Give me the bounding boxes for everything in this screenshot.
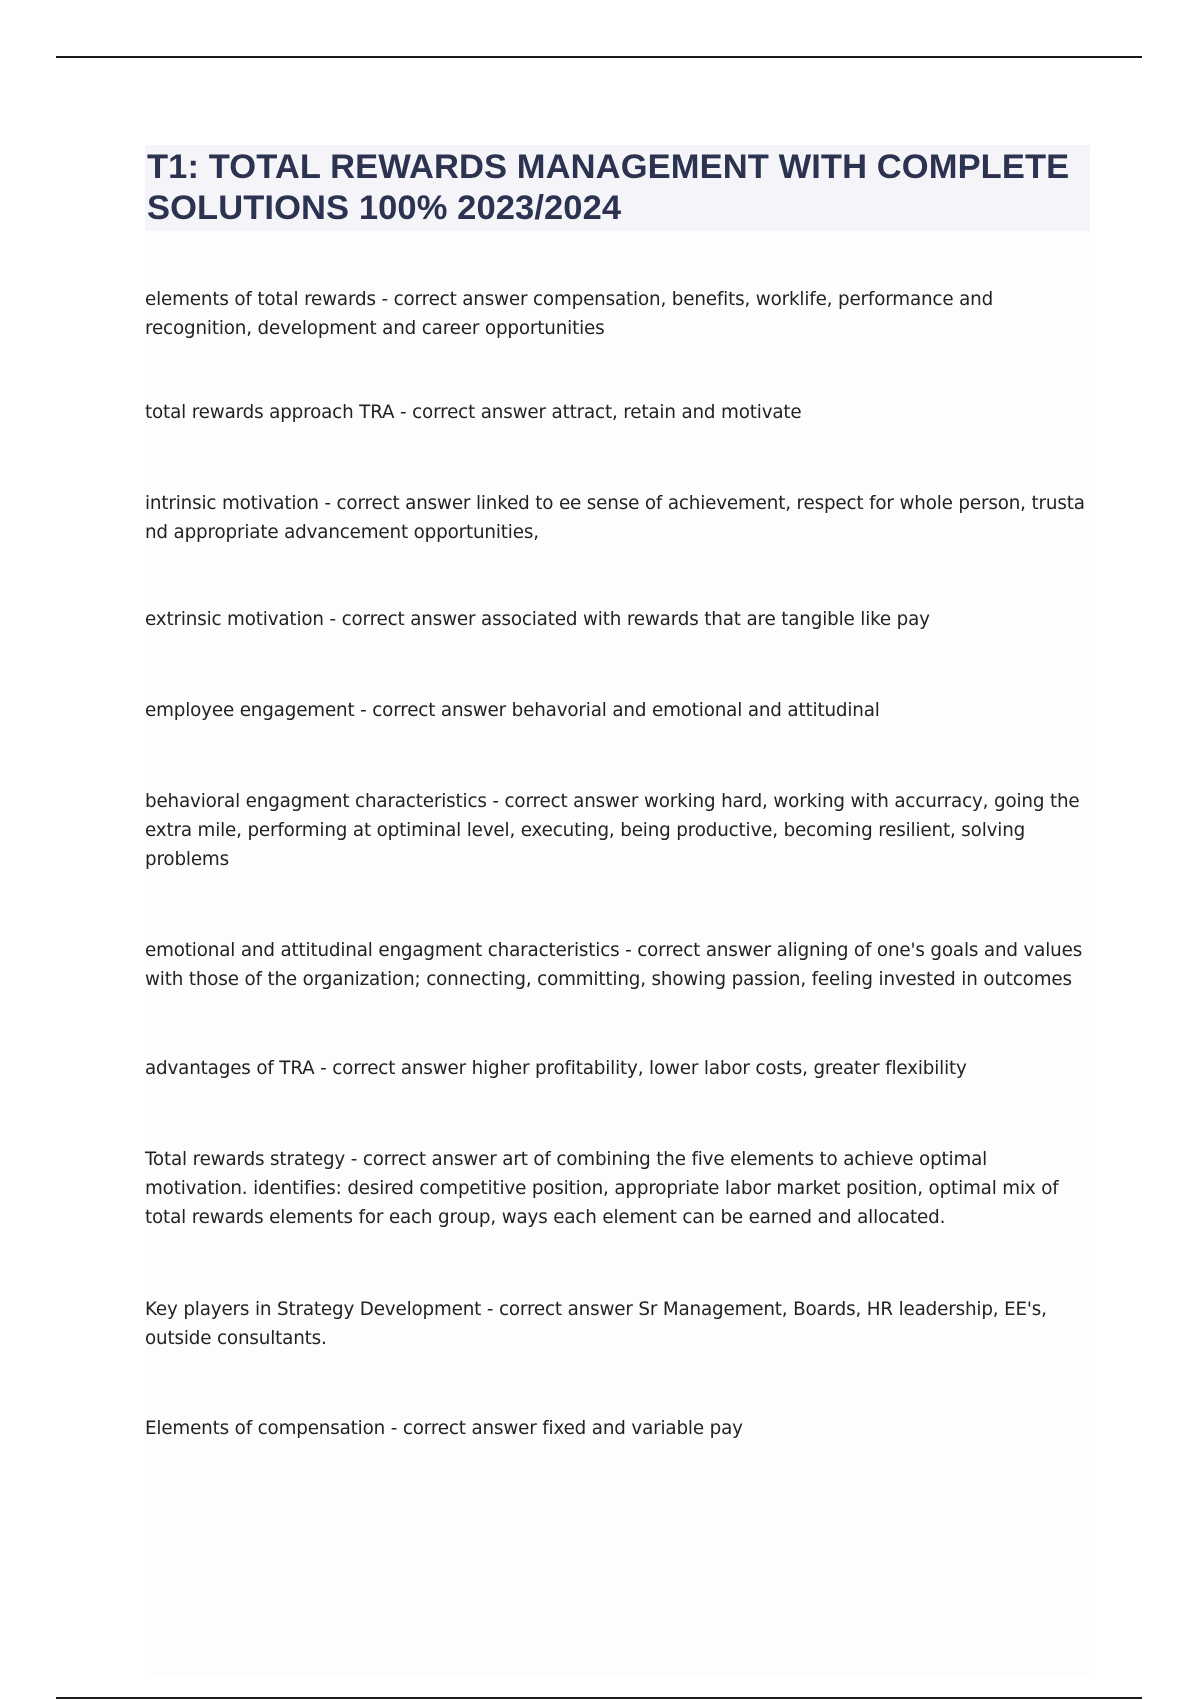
qa-entry: total rewards approach TRA - correct answer attract, retain and motivate (145, 402, 802, 423)
qa-entry: intrinsic motivation - correct answer linked to ee sense of achievement, respect for whole person, trusta nd appropriate advancement opportunities, (145, 493, 1085, 543)
qa-entry: Elements of compensation - correct answer fixed and variable pay (145, 1418, 743, 1439)
qa-entry: emotional and attitudinal engagment characteristics - correct answer aligning of one's goals and values with those of the organization; connecting, committing, showing passion, feeling invested in outcomes (145, 940, 1083, 990)
qa-entry: Total rewards strategy - correct answer art of combining the five elements to achieve optimal motivation. identifies: desired competitive position, appropriate labor market position, optimal mix of total rewards elements for each group, ways each element can be earned and allocated. (145, 1149, 1059, 1228)
title-banner (145, 145, 1090, 231)
footer-rule (56, 1697, 1142, 1699)
qa-entry: advantages of TRA - correct answer higher profitability, lower labor costs, greater flexibility (145, 1058, 967, 1079)
qa-entry: extrinsic motivation - correct answer associated with rewards that are tangible like pay (145, 609, 930, 630)
page-content (145, 145, 1090, 1675)
qa-entry: elements of total rewards - correct answer compensation, benefits, worklife, performance and recognition, development and career opportunities (145, 289, 994, 339)
document-title: T1: TOTAL REWARDS MANAGEMENT WITH COMPLETE SOLUTIONS 100% 2023/2024 (147, 148, 1070, 227)
qa-entry: Key players in Strategy Development - correct answer Sr Management, Boards, HR leadership, EE's, outside consultants. (145, 1299, 1047, 1349)
qa-entry: employee engagement - correct answer behavorial and emotional and attitudinal (145, 700, 880, 721)
qa-entry: behavioral engagment characteristics - correct answer working hard, working with accurracy, going the extra mile, performing at optiminal level, executing, being productive, becoming resilient, solving problems (145, 791, 1080, 870)
header-rule (56, 56, 1142, 58)
